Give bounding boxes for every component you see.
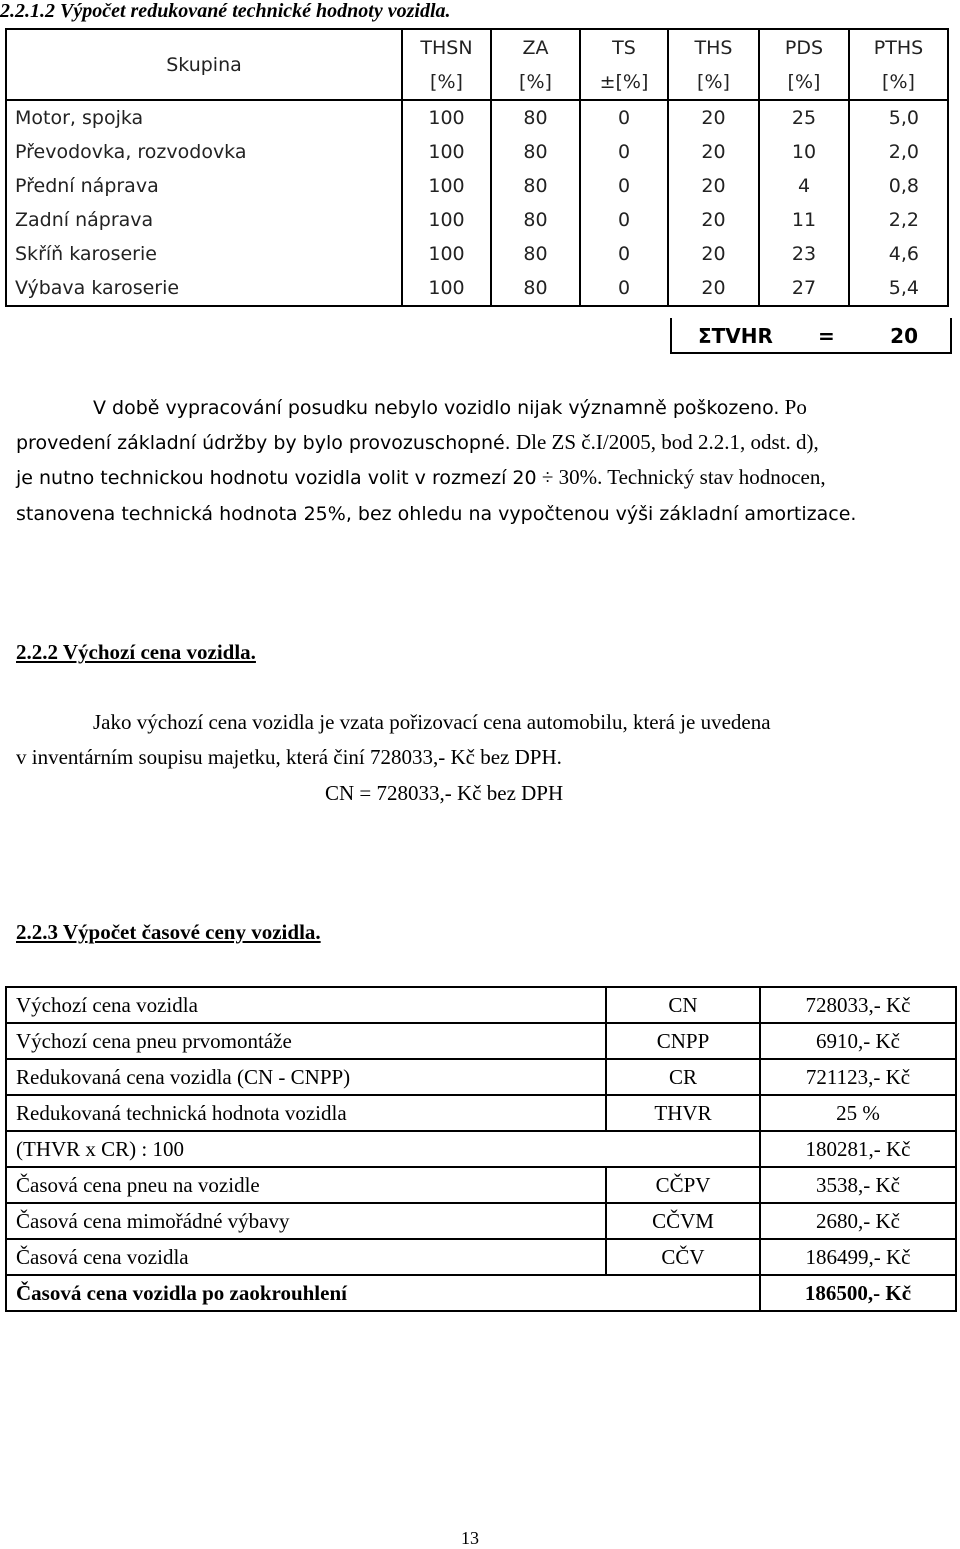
cell: 27: [759, 271, 849, 306]
paragraph-text: ÷ 30%. Technický stav hodnocen,: [541, 465, 826, 489]
row-code: CNPP: [606, 1023, 760, 1059]
paragraph1-line4: [16, 496, 856, 532]
paragraph1-line1: [93, 390, 807, 426]
header-thsn: THSN: [402, 29, 491, 65]
cell: 80: [491, 271, 580, 306]
cell: 0: [580, 237, 668, 271]
cell: 80: [491, 203, 580, 237]
row-code: CČV: [606, 1239, 760, 1275]
cell: 20: [668, 203, 759, 237]
section-heading-2-2-3: 2.2.3 Výpočet časové ceny vozidla.: [16, 920, 321, 944]
row-code: [606, 1275, 760, 1311]
paragraph1-line2: [16, 425, 819, 461]
cell: 0: [580, 271, 668, 306]
row-value: 186499,- Kč: [760, 1239, 956, 1275]
row-label: Časová cena mimořádné výbavy: [6, 1203, 606, 1239]
header-unit: [%]: [759, 65, 849, 100]
cell: 4: [759, 169, 849, 203]
sum-label: ΣTVHR: [698, 324, 773, 348]
cell: 4,6: [849, 237, 948, 271]
cn-formula: CN = 728033,- Kč bez DPH: [325, 781, 564, 805]
cell: 80: [491, 169, 580, 203]
header-skupina: Skupina: [6, 29, 402, 100]
group-name: Převodovka, rozvodovka: [6, 135, 402, 169]
sum-value: 20: [890, 324, 918, 348]
row-code: CR: [606, 1059, 760, 1095]
row-label: Výchozí cena vozidla: [6, 987, 606, 1023]
row-label: Redukovaná cena vozidla (CN - CNPP): [6, 1059, 606, 1095]
table-row: [6, 135, 948, 169]
cell: 20: [668, 271, 759, 306]
table-row-total: [6, 1275, 956, 1311]
cell: 100: [402, 271, 491, 306]
table-row: [6, 1167, 956, 1203]
row-value: 3538,- Kč: [760, 1167, 956, 1203]
cell: 23: [759, 237, 849, 271]
row-value: 186500,- Kč: [760, 1275, 956, 1311]
cell: 11: [759, 203, 849, 237]
group-name: Přední náprava: [6, 169, 402, 203]
cell: 100: [402, 169, 491, 203]
row-label: Výchozí cena pneu prvomontáže: [6, 1023, 606, 1059]
cell: 10: [759, 135, 849, 169]
table-row: [6, 100, 948, 135]
group-name: Zadní náprava: [6, 203, 402, 237]
cell: 0: [580, 169, 668, 203]
row-label: Časová cena vozidla: [6, 1239, 606, 1275]
cell: 100: [402, 100, 491, 135]
paragraph-text: je nutno technickou hodnotu vozidla volit v rozmezí 20: [16, 467, 537, 489]
group-name: Výbava karoserie: [6, 271, 402, 306]
row-code: THVR: [606, 1095, 760, 1131]
cell: 2,0: [849, 135, 948, 169]
header-pds: PDS: [759, 29, 849, 65]
paragraph-text: Po: [784, 395, 807, 419]
header-unit: [%]: [849, 65, 948, 100]
header-unit: ±[%]: [580, 65, 668, 100]
cell: 5,4: [849, 271, 948, 306]
row-value: 2680,- Kč: [760, 1203, 956, 1239]
cell: 5,0: [849, 100, 948, 135]
cell: 20: [668, 135, 759, 169]
row-value: 721123,- Kč: [760, 1059, 956, 1095]
header-za: ZA: [491, 29, 580, 65]
time-price-table: [5, 986, 957, 1312]
cell: 80: [491, 135, 580, 169]
section-heading-2-2-2: 2.2.2 Výchozí cena vozidla.: [16, 640, 256, 664]
table-row: [6, 987, 956, 1023]
cell: 20: [668, 100, 759, 135]
table-row: [6, 1131, 956, 1167]
header-unit: [%]: [668, 65, 759, 100]
row-value: 728033,- Kč: [760, 987, 956, 1023]
table-row: [6, 1095, 956, 1131]
row-value: 25 %: [760, 1095, 956, 1131]
cell: 2,2: [849, 203, 948, 237]
paragraph1-line3: [16, 460, 826, 496]
cell: 20: [668, 237, 759, 271]
row-value: 180281,- Kč: [760, 1131, 956, 1167]
table-row: [6, 1203, 956, 1239]
paragraph-text: stanovena technická hodnota 25%, bez ohledu na vypočtenou výši základní amortizace.: [16, 503, 857, 525]
header-pths: PTHS: [849, 29, 948, 65]
header-ths: THS: [668, 29, 759, 65]
row-code: CČPV: [606, 1167, 760, 1203]
cell: 20: [668, 169, 759, 203]
paragraph2-line1: Jako výchozí cena vozidla je vzata pořizovací cena automobilu, která je uvedena: [93, 710, 771, 734]
reduced-value-table: [5, 28, 949, 307]
cell: 80: [491, 237, 580, 271]
table-row: [6, 271, 948, 306]
paragraph-text: Dle ZS č.I/2005, bod 2.2.1, odst. d),: [515, 430, 819, 454]
sum-equals: =: [818, 324, 835, 348]
sum-tvhr-box: [670, 318, 952, 354]
row-label: Časová cena vozidla po zaokrouhlení: [6, 1275, 606, 1311]
page-number: 13: [461, 1528, 479, 1548]
row-label: Časová cena pneu na vozidle: [6, 1167, 606, 1203]
row-value: 6910,- Kč: [760, 1023, 956, 1059]
row-label: (THVR x CR) : 100: [6, 1131, 606, 1167]
table-row: [6, 1023, 956, 1059]
row-code: CN: [606, 987, 760, 1023]
paragraph2-line2: v inventárním soupisu majetku, která činí 728033,- Kč bez DPH.: [16, 745, 562, 769]
cell: 80: [491, 100, 580, 135]
cell: 100: [402, 203, 491, 237]
table-header-row: [6, 29, 948, 65]
row-code: [606, 1131, 760, 1167]
table-row: [6, 237, 948, 271]
table-row: [6, 1059, 956, 1095]
table-row: [6, 169, 948, 203]
cell: 100: [402, 237, 491, 271]
group-name: Motor, spojka: [6, 100, 402, 135]
cell: 0,8: [849, 169, 948, 203]
cell: 100: [402, 135, 491, 169]
header-unit: [%]: [402, 65, 491, 100]
paragraph-text: provedení základní údržby by bylo provozuschopné.: [16, 432, 511, 454]
table-row: [6, 203, 948, 237]
table-row: [6, 1239, 956, 1275]
cell: 0: [580, 135, 668, 169]
row-label: Redukovaná technická hodnota vozidla: [6, 1095, 606, 1131]
section-heading-2-2-1-2: 2.2.1.2 Výpočet redukované technické hodnoty vozidla.: [0, 0, 451, 22]
group-name: Skříň karoserie: [6, 237, 402, 271]
cell: 25: [759, 100, 849, 135]
cell: 0: [580, 100, 668, 135]
paragraph-text: V době vypracování posudku nebylo vozidlo nijak významně poškozeno.: [93, 397, 780, 419]
row-code: CČVM: [606, 1203, 760, 1239]
cell: 0: [580, 203, 668, 237]
header-unit: [%]: [491, 65, 580, 100]
header-ts: TS: [580, 29, 668, 65]
